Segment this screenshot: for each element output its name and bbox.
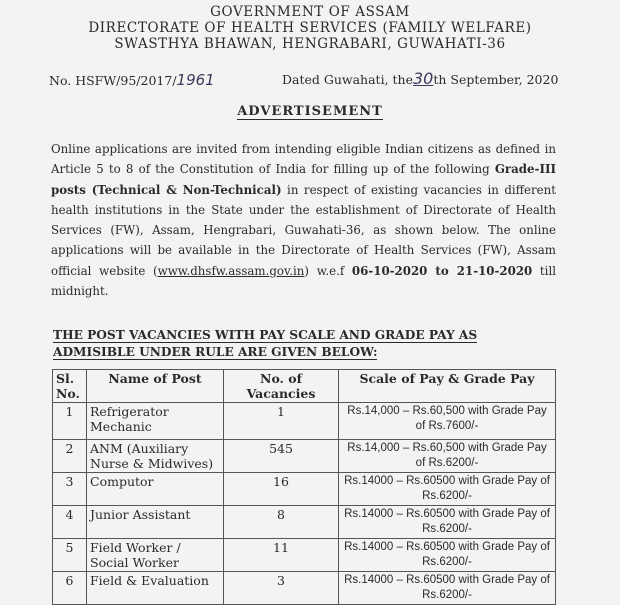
header-sl-no: Sl. No. bbox=[53, 370, 87, 403]
cell-post-name: Computor bbox=[87, 473, 224, 506]
cell-post-name: Field & Evaluation bbox=[87, 572, 224, 605]
cell-vacancies: 1 bbox=[224, 403, 339, 440]
body-dates-bold: 06-10-2020 to 21-10-2020 bbox=[351, 263, 533, 278]
cell-vacancies: 8 bbox=[224, 506, 339, 539]
section-title-text: THE POST VACANCIES WITH PAY SCALE AND GRADE PAY AS ADMISIBLE UNDER RULE ARE GIVEN BELOW: bbox=[53, 328, 478, 359]
body-text-4: till midnight. bbox=[51, 263, 556, 299]
cell-post-name: Refrigerator Mechanic bbox=[87, 403, 224, 440]
table-row bbox=[53, 572, 556, 605]
cell-sl: 4 bbox=[53, 506, 87, 539]
website-link[interactable]: www.dhsfw.assam.gov.in bbox=[157, 263, 305, 278]
table-header-row bbox=[53, 370, 556, 403]
cell-pay-scale: Rs.14000 – Rs.60500 with Grade Pay of Rs.6200/- bbox=[339, 506, 556, 539]
dated-handwritten-day: 30 bbox=[413, 69, 434, 88]
body-text-2: in respect of existing vacancies in different health institutions in the State under the establishment of Directorate of Health Services (FW), Assam, Hengrabari, Guwahati-36, as shown below. The online applications will be available in the Directorate of Health Services (FW), Assam official website ( bbox=[51, 182, 556, 278]
table-row bbox=[53, 539, 556, 572]
dated-prefix: Dated Guwahati, the bbox=[282, 72, 413, 87]
cell-pay-scale: Rs.14000 – Rs.60500 with Grade Pay of Rs.6200/- bbox=[339, 572, 556, 605]
cell-pay-scale: Rs.14000 – Rs.60500 with Grade Pay of Rs.6200/- bbox=[339, 473, 556, 506]
cell-sl: 6 bbox=[53, 572, 87, 605]
cell-vacancies: 11 bbox=[224, 539, 339, 572]
header-name-of-post: Name of Post bbox=[87, 370, 224, 403]
cell-vacancies: 16 bbox=[224, 473, 339, 506]
header-no-of-vacancies: No. of Vacancies bbox=[224, 370, 339, 403]
table-row bbox=[53, 403, 556, 440]
header-address: SWASTHYA BHAWAN, HENGRABARI, GUWAHATI-36 bbox=[114, 36, 506, 52]
cell-pay-scale: Rs.14000 – Rs.60500 with Grade Pay of Rs.6200/- bbox=[339, 539, 556, 572]
body-text-3: ) w.e.f bbox=[304, 263, 352, 278]
cell-post-name: Field Worker / Social Worker bbox=[87, 539, 224, 572]
body-posts-bold: Grade-III posts (Technical & Non-Technical) bbox=[51, 162, 556, 197]
advertisement-title bbox=[0, 104, 620, 119]
section-title bbox=[53, 327, 558, 361]
cell-vacancies: 545 bbox=[224, 440, 339, 473]
advertisement-title-text: ADVERTISEMENT bbox=[237, 104, 383, 119]
dated-line bbox=[282, 69, 558, 88]
cell-sl: 3 bbox=[53, 473, 87, 506]
cell-pay-scale: Rs.14,000 – Rs.60,500 with Grade Pay of Rs.6200/- bbox=[339, 440, 556, 473]
cell-pay-scale: Rs.14,000 – Rs.60,500 with Grade Pay of Rs.7600/- bbox=[339, 403, 556, 440]
vacancy-table bbox=[52, 369, 556, 605]
cell-post-name: ANM (Auxiliary Nurse & Midwives) bbox=[87, 440, 224, 473]
table-row bbox=[53, 473, 556, 506]
cell-vacancies: 3 bbox=[224, 572, 339, 605]
header-government: GOVERNMENT OF ASSAM bbox=[210, 4, 410, 20]
cell-sl: 1 bbox=[53, 403, 87, 440]
header-directorate: DIRECTORATE OF HEALTH SERVICES (FAMILY WELFARE) bbox=[88, 20, 532, 36]
reference-prefix: No. HSFW/95/2017/ bbox=[49, 73, 177, 88]
header-scale-of-pay: Scale of Pay & Grade Pay bbox=[339, 370, 556, 403]
table-row bbox=[53, 506, 556, 539]
cell-sl: 5 bbox=[53, 539, 87, 572]
dated-suffix: th September, 2020 bbox=[433, 72, 559, 87]
reference-number bbox=[49, 71, 215, 89]
reference-handwritten-number: 1961 bbox=[176, 71, 215, 89]
cell-sl: 2 bbox=[53, 440, 87, 473]
table-row bbox=[53, 440, 556, 473]
cell-post-name: Junior Assistant bbox=[87, 506, 224, 539]
body-text-1: Online applications are invited from intending eligible Indian citizens as defined in Article 5 to 8 of the Constitution of India for filling up of the following bbox=[51, 142, 556, 177]
body-paragraph bbox=[51, 139, 556, 301]
